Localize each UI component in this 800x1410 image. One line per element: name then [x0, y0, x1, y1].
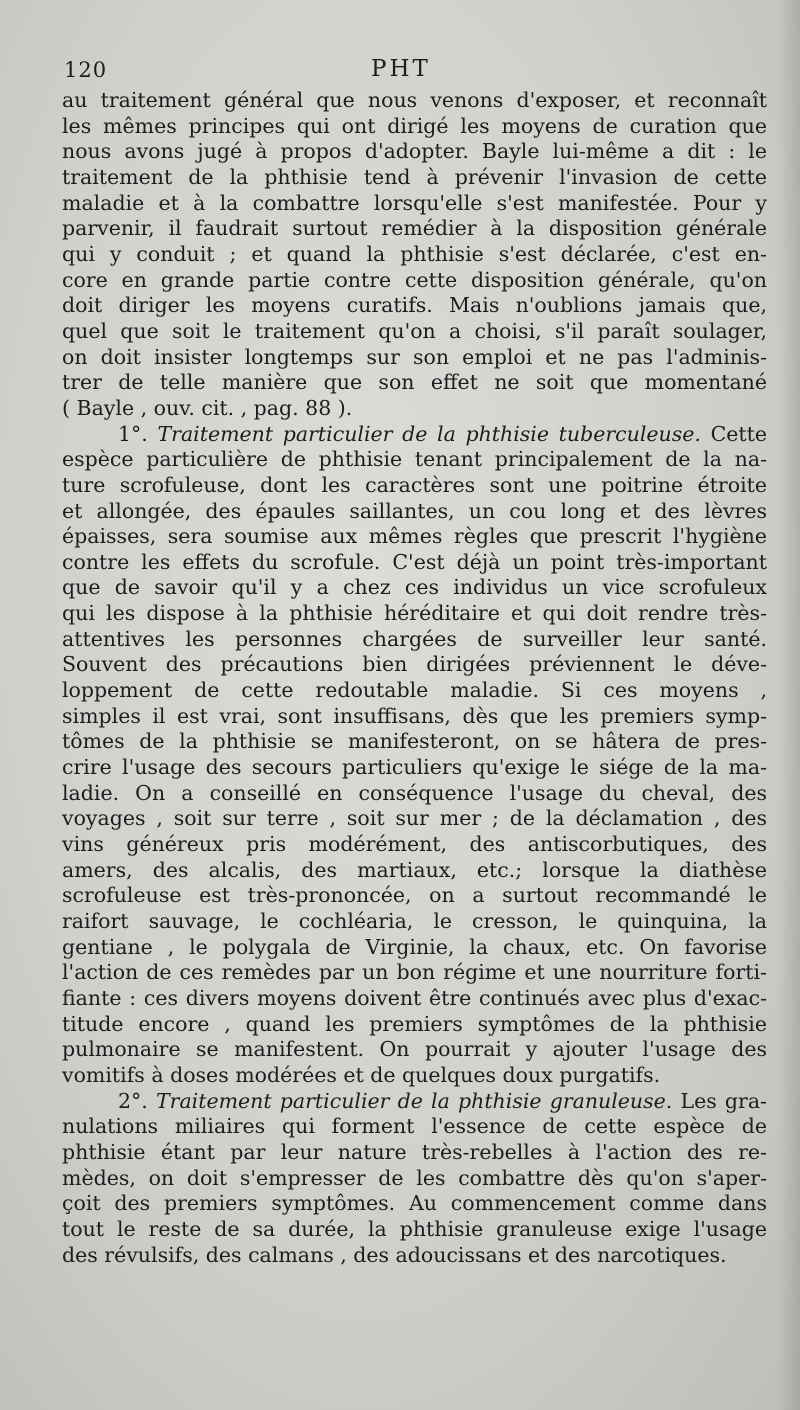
text-line: l'action de ces remèdes par un bon régime et une nourriture forti- [62, 960, 767, 985]
page-number: 120 [64, 58, 108, 82]
text-line: qui y conduit ; et quand la phthisie s'est déclarée, c'est en- [62, 241, 767, 266]
text-line: crire l'usage des secours particuliers qu'exige le siége de la ma- [62, 755, 767, 780]
text-line: contre les effets du scrofule. C'est déjà un point très-important [62, 549, 767, 574]
text-line: maladie et à la combattre lorsqu'elle s'est manifestée. Pour y [62, 190, 767, 215]
text-line: quel que soit le traitement qu'on a choisi, s'il paraît soulager, [62, 318, 767, 343]
text-line: pulmonaire se manifestent. On pourrait y ajouter l'usage des [62, 1037, 767, 1062]
text-line: çoit des premiers symptômes. Au commencement comme dans [62, 1191, 767, 1216]
text-line: attentives les personnes chargées de surveiller leur santé. [62, 626, 767, 651]
text-line: Souvent des précautions bien dirigées préviennent le déve- [62, 652, 767, 677]
section-title: Traitement particulier de la phthisie granuleuse. [155, 1088, 673, 1113]
text-line: et allongée, des épaules saillantes, un cou long et des lèvres [62, 498, 767, 523]
text-line: trer de telle manière que son effet ne soit que momentané [62, 370, 767, 395]
text-line: loppement de cette redoutable maladie. Si ces moyens , [62, 678, 767, 703]
section-title: Traitement particulier de la phthisie tuberculeuse. [157, 421, 701, 446]
text-line: gentiane , le polygala de Virginie, la chaux, etc. On favorise [62, 934, 767, 959]
text-line: traitement de la phthisie tend à prévenir l'invasion de cette [62, 164, 767, 189]
section-heading-line [62, 422, 767, 448]
text-line: mèdes, on doit s'empresser de les combattre dès qu'on s'aper- [62, 1165, 767, 1190]
section-heading-line [62, 1089, 767, 1115]
text-line: tout le reste de sa durée, la phthisie granuleuse exige l'usage [62, 1216, 767, 1241]
running-head: PHT [371, 56, 431, 82]
text-line: ( Bayle , ouv. cit. , pag. 88 ). [62, 395, 353, 420]
text-line: qui les dispose à la phthisie héréditaire et qui doit rendre très- [62, 601, 767, 626]
section-number: 2°. [118, 1088, 148, 1113]
section-number: 1°. [118, 421, 148, 446]
text-line: on doit insister longtemps sur son emploi et ne pas l'adminis- [62, 344, 767, 369]
text-run: Cette [700, 421, 767, 446]
text-line: doit diriger les moyens curatifs. Mais n'oublions jamais que, [62, 293, 767, 318]
text-line: que de savoir qu'il y a chez ces individus un vice scrofuleux [62, 575, 767, 600]
text-run: Les gra- [672, 1088, 767, 1113]
text-line: les mêmes principes qui ont dirigé les moyens de curation que [62, 113, 767, 138]
text-line: phthisie étant par leur nature très-rebelles à l'action des re- [62, 1139, 767, 1164]
text-line: titude encore , quand les premiers symptômes de la phthisie [62, 1011, 767, 1036]
text-line: nulations miliaires qui forment l'essence de cette espèce de [62, 1114, 767, 1139]
text-line: vins généreux pris modérément, des antiscorbutiques, des [62, 832, 767, 857]
text-line: fiante : ces divers moyens doivent être continués avec plus d'exac- [62, 985, 767, 1010]
text-line: parvenir, il faudrait surtout remédier à la disposition générale [62, 216, 767, 241]
text-line: des révulsifs, des calmans , des adoucissans et des narcotiques. [62, 1242, 727, 1267]
text-line: épaisses, sera soumise aux mêmes règles que prescrit l'hygiène [62, 524, 767, 549]
text-line: tômes de la phthisie se manifesteront, on se hâtera de pres- [62, 729, 767, 754]
page-edge-shadow [778, 0, 800, 1410]
text-line: simples il est vrai, sont insuffisans, dès que les premiers symp- [62, 703, 767, 728]
text-line: ture scrofuleuse, dont les caractères sont une poitrine étroite [62, 472, 767, 497]
page-header [64, 58, 764, 88]
text-line: nous avons jugé à propos d'adopter. Bayle lui-même a dit : le [62, 139, 767, 164]
text-line: voyages , soit sur terre , soit sur mer ; de la déclamation , des [62, 806, 767, 831]
text-line: amers, des alcalis, des martiaux, etc.; lorsque la diathèse [62, 857, 767, 882]
text-line: raifort sauvage, le cochléaria, le cresson, le quinquina, la [62, 909, 767, 933]
text-line: espèce particulière de phthisie tenant principalement de la na- [62, 447, 767, 472]
text-line: scrofuleuse est très-prononcée, on a surtout recommandé le [62, 883, 767, 908]
text-line: au traitement général que nous venons d'exposer, et reconnaît [62, 88, 767, 112]
text-line: vomitifs à doses modérées et de quelques doux purgatifs. [62, 1062, 661, 1087]
text-line: core en grande partie contre cette disposition générale, qu'on [62, 267, 767, 292]
body-text [62, 88, 767, 1268]
text-line: ladie. On a conseillé en conséquence l'usage du cheval, des [62, 780, 767, 805]
